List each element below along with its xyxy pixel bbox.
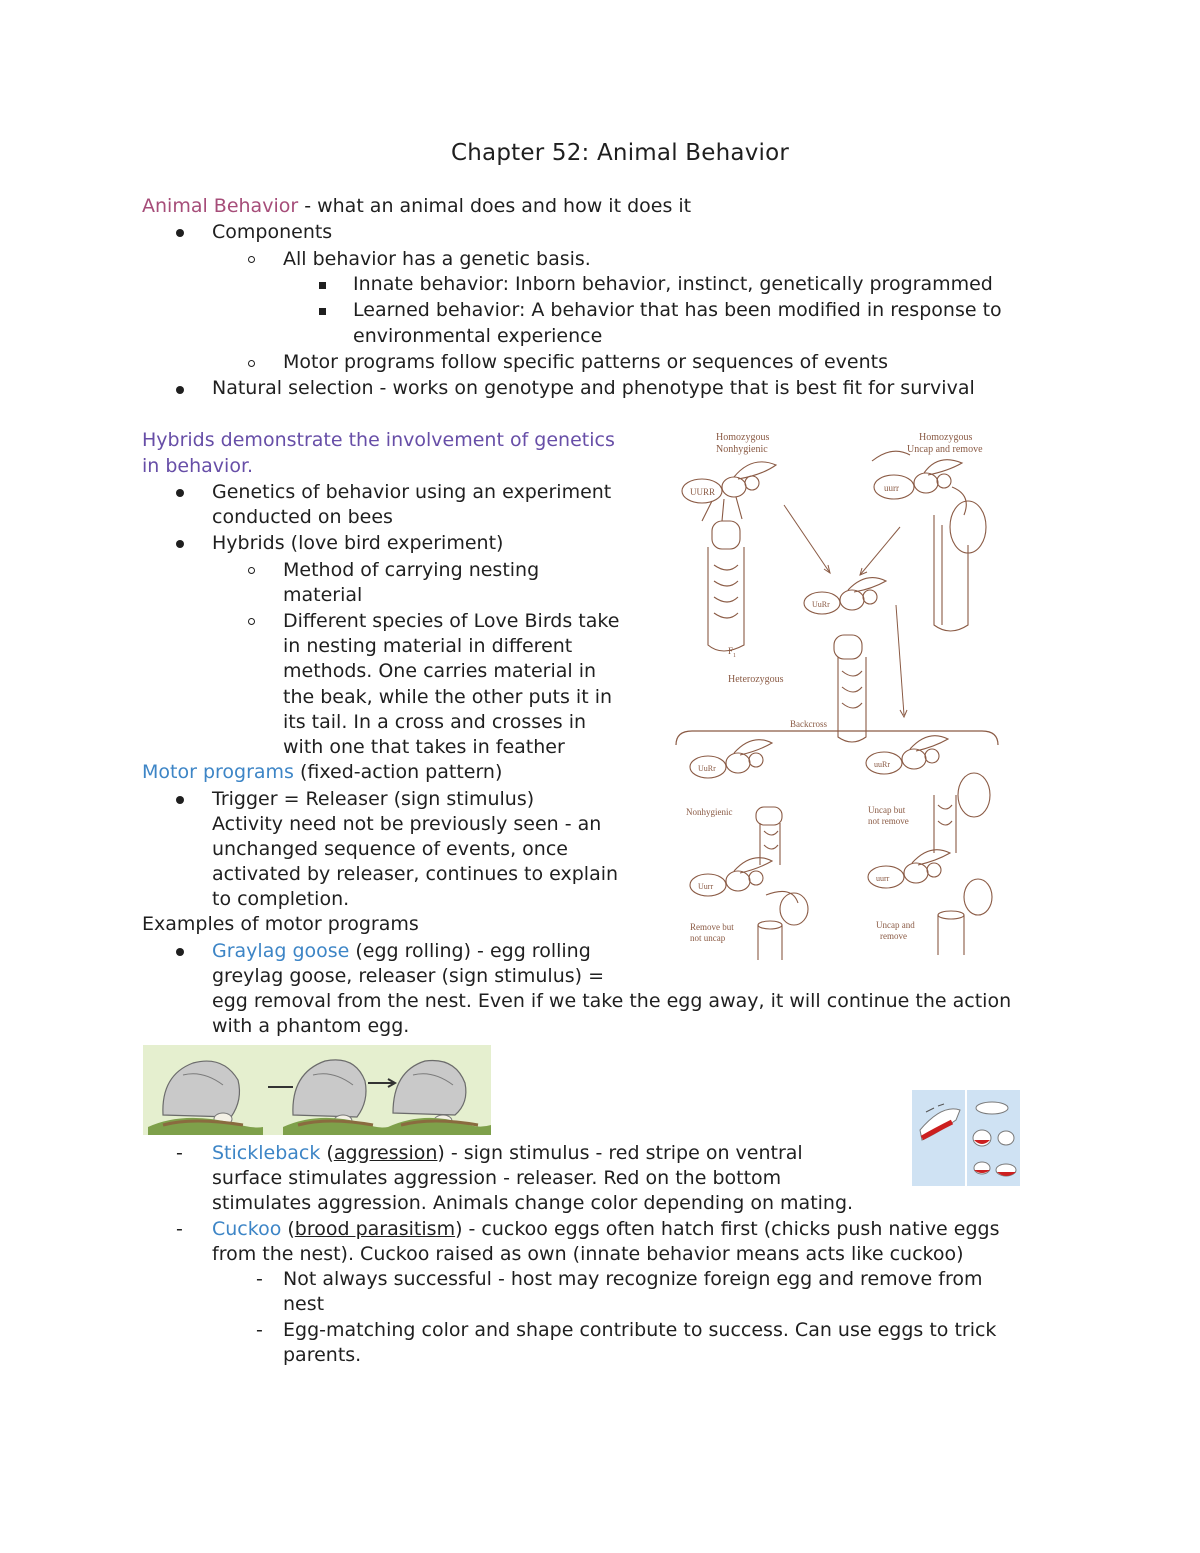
stickleback-aggression: aggression xyxy=(333,1142,438,1164)
species-item-1: Different species of Love Birds take xyxy=(283,610,620,632)
innate-label: Innate behavior: xyxy=(353,273,509,295)
quad-label-uncap-not-remove-1: Uncap but xyxy=(868,805,906,815)
bullet-icon xyxy=(176,796,184,804)
goose-term: Graylag goose xyxy=(212,940,350,962)
genotype-label: UURR xyxy=(690,487,716,497)
nesting-item: Method of carrying nesting xyxy=(283,559,540,581)
learned-item xyxy=(353,298,1002,323)
trigger-item: Trigger = Releaser (sign stimulus) xyxy=(212,788,535,810)
motor-programs-term: Motor programs xyxy=(142,761,294,783)
circle-bullet-icon xyxy=(248,567,255,574)
circle-bullet-icon xyxy=(248,618,255,625)
stickleback-illustration xyxy=(912,1090,1020,1186)
goose-figure xyxy=(148,1061,263,1135)
quad-label-nonhygienic: Nonhygienic xyxy=(686,807,733,817)
label-heterozygous: Heterozygous xyxy=(728,674,784,685)
innate-item xyxy=(353,272,993,297)
species-item-6: with one that takes in feather xyxy=(283,736,565,758)
species-item-5: its tail. In a cross and crosses in xyxy=(283,711,587,733)
hybrids-heading: Hybrids demonstrate the involvement of genetics xyxy=(142,429,615,451)
cuckoo-text: ) - cuckoo eggs often hatch first (chicks push native eggs xyxy=(455,1218,1000,1240)
goose-figure xyxy=(388,1060,491,1135)
goose-text: (egg rolling) - egg rolling xyxy=(349,940,591,962)
label-f1: $F_1$ xyxy=(728,646,737,659)
bullet-icon xyxy=(176,489,184,497)
goose-figure xyxy=(283,1060,388,1135)
fish-model xyxy=(973,1102,1016,1176)
species-item-2: in nesting material in different xyxy=(283,635,573,657)
stickleback-text: ) - sign stimulus - red stripe on ventral xyxy=(437,1142,803,1164)
bee-drawing xyxy=(682,462,776,651)
genotype-label: uurr xyxy=(884,483,899,493)
bullet-icon xyxy=(176,229,184,237)
square-bullet-icon xyxy=(319,308,326,315)
label-uncap-remove-right: Uncap and remove xyxy=(907,444,983,455)
examples-heading: Examples of motor programs xyxy=(142,913,419,935)
species-item-3: methods. One carries material in xyxy=(283,660,597,682)
fish-model xyxy=(920,1104,960,1140)
genotype-label: uuRr xyxy=(874,760,890,769)
innate-text: Inborn behavior, instinct, genetically programmed xyxy=(508,273,993,295)
cuckoo-term: Cuckoo xyxy=(212,1218,282,1240)
cuckoo-line-1 xyxy=(212,1217,1000,1242)
nesting-item-cont: material xyxy=(283,584,363,606)
bee-drawing xyxy=(866,736,990,853)
quad-label-uncap-not-remove-2: not remove xyxy=(868,816,909,826)
animal-behavior-term: Animal Behavior xyxy=(142,195,299,217)
species-item-4: the beak, while the other puts it in xyxy=(283,686,613,708)
bees-item: Genetics of behavior using an experiment xyxy=(212,481,612,503)
circle-bullet-icon xyxy=(248,256,255,263)
goose-egg-rolling-illustration xyxy=(143,1045,491,1135)
stickleback-line-1 xyxy=(212,1141,803,1166)
genotype-label: UuRr xyxy=(812,600,830,609)
label-nonhygienic-left: Nonhygienic xyxy=(716,444,768,455)
cuckoo-brood-parasitism: brood parasitism xyxy=(294,1218,456,1240)
dash-bullet-icon: - xyxy=(176,1142,183,1164)
square-bullet-icon xyxy=(319,282,326,289)
circle-bullet-icon xyxy=(248,360,255,367)
activity-line-3: activated by releaser, continues to explain xyxy=(212,863,619,885)
quad-label-remove-not-uncap-1: Remove but xyxy=(690,922,734,932)
genotype-label: Uurr xyxy=(698,882,714,891)
quad-label-uncap-remove-2: remove xyxy=(880,931,907,941)
activity-line-2: unchanged sequence of events, once xyxy=(212,838,568,860)
goose-line-2: greylag goose, releaser (sign stimulus) = xyxy=(212,965,605,987)
bullet-icon xyxy=(176,540,184,548)
bee-drawing xyxy=(804,578,886,742)
stickleback-term: Stickleback xyxy=(212,1142,321,1164)
bee-drawing xyxy=(690,858,808,960)
motor-programs-paren: (fixed-action pattern) xyxy=(293,761,503,783)
quad-label-uncap-remove-1: Uncap and xyxy=(876,920,915,930)
motor-programs-item: Motor programs follow specific patterns or sequences of events xyxy=(283,351,888,373)
cuckoo-sub1-line-1: Not always successful - host may recognize foreign egg and remove from xyxy=(283,1268,983,1290)
bee-drawing xyxy=(690,740,782,865)
natural-selection-item: Natural selection - works on genotype and phenotype that is best fit for survival xyxy=(212,377,975,399)
stickleback-line-2: surface stimulates aggression - releaser. Red on the bottom xyxy=(212,1167,782,1189)
components-item: Components xyxy=(212,221,333,243)
goose-line-3: egg removal from the nest. Even if we take the egg away, it will continue the action xyxy=(212,990,1012,1012)
label-backcross: Backcross xyxy=(790,719,827,729)
bee-drawing xyxy=(872,451,986,631)
learned-text: A behavior that has been modified in response to xyxy=(525,299,1002,321)
page-title: Chapter 52: Animal Behavior xyxy=(451,140,790,166)
stickleback-line-3: stimulates aggression. Animals change color depending on mating. xyxy=(212,1192,854,1214)
stickleback-paren: ( xyxy=(320,1142,334,1164)
activity-line-4: to completion. xyxy=(212,888,350,910)
genotype-label: uurr xyxy=(876,874,890,883)
dash-bullet-icon: - xyxy=(256,1268,263,1290)
genotype-label: UuRr xyxy=(698,764,716,773)
motor-programs-heading xyxy=(142,760,502,785)
bullet-icon xyxy=(176,386,184,394)
cuckoo-sub1-line-2: nest xyxy=(283,1293,325,1315)
bee-hygiene-cross-figure xyxy=(672,425,1002,960)
cuckoo-line-2: from the nest). Cuckoo raised as own (innate behavior means acts like cuckoo) xyxy=(212,1243,964,1265)
learned-label: Learned behavior: xyxy=(353,299,526,321)
goose-line-4: with a phantom egg. xyxy=(212,1015,410,1037)
cuckoo-sub2-line-1: Egg-matching color and shape contribute to success. Can use eggs to trick xyxy=(283,1319,997,1341)
animal-behavior-definition xyxy=(142,194,691,219)
label-homozygous-right: Homozygous xyxy=(919,432,973,443)
dash-bullet-icon: - xyxy=(176,1218,183,1240)
genetic-basis-item: All behavior has a genetic basis. xyxy=(283,248,591,270)
dash-bullet-icon: - xyxy=(256,1319,263,1341)
hybrids-heading-cont: in behavior. xyxy=(142,455,254,477)
bullet-icon xyxy=(176,948,184,956)
animal-behavior-def: - what an animal does and how it does it xyxy=(298,195,692,217)
quad-label-remove-not-uncap-2: not uncap xyxy=(690,933,726,943)
love-bird-item: Hybrids (love bird experiment) xyxy=(212,532,504,554)
cuckoo-sub2-line-2: parents. xyxy=(283,1344,362,1366)
activity-line-1: Activity need not be previously seen - an xyxy=(212,813,602,835)
cuckoo-paren: ( xyxy=(281,1218,295,1240)
goose-line-1 xyxy=(212,939,591,964)
learned-item-cont: environmental experience xyxy=(353,325,603,347)
bees-item-cont: conducted on bees xyxy=(212,506,393,528)
label-homozygous-left: Homozygous xyxy=(716,432,770,443)
